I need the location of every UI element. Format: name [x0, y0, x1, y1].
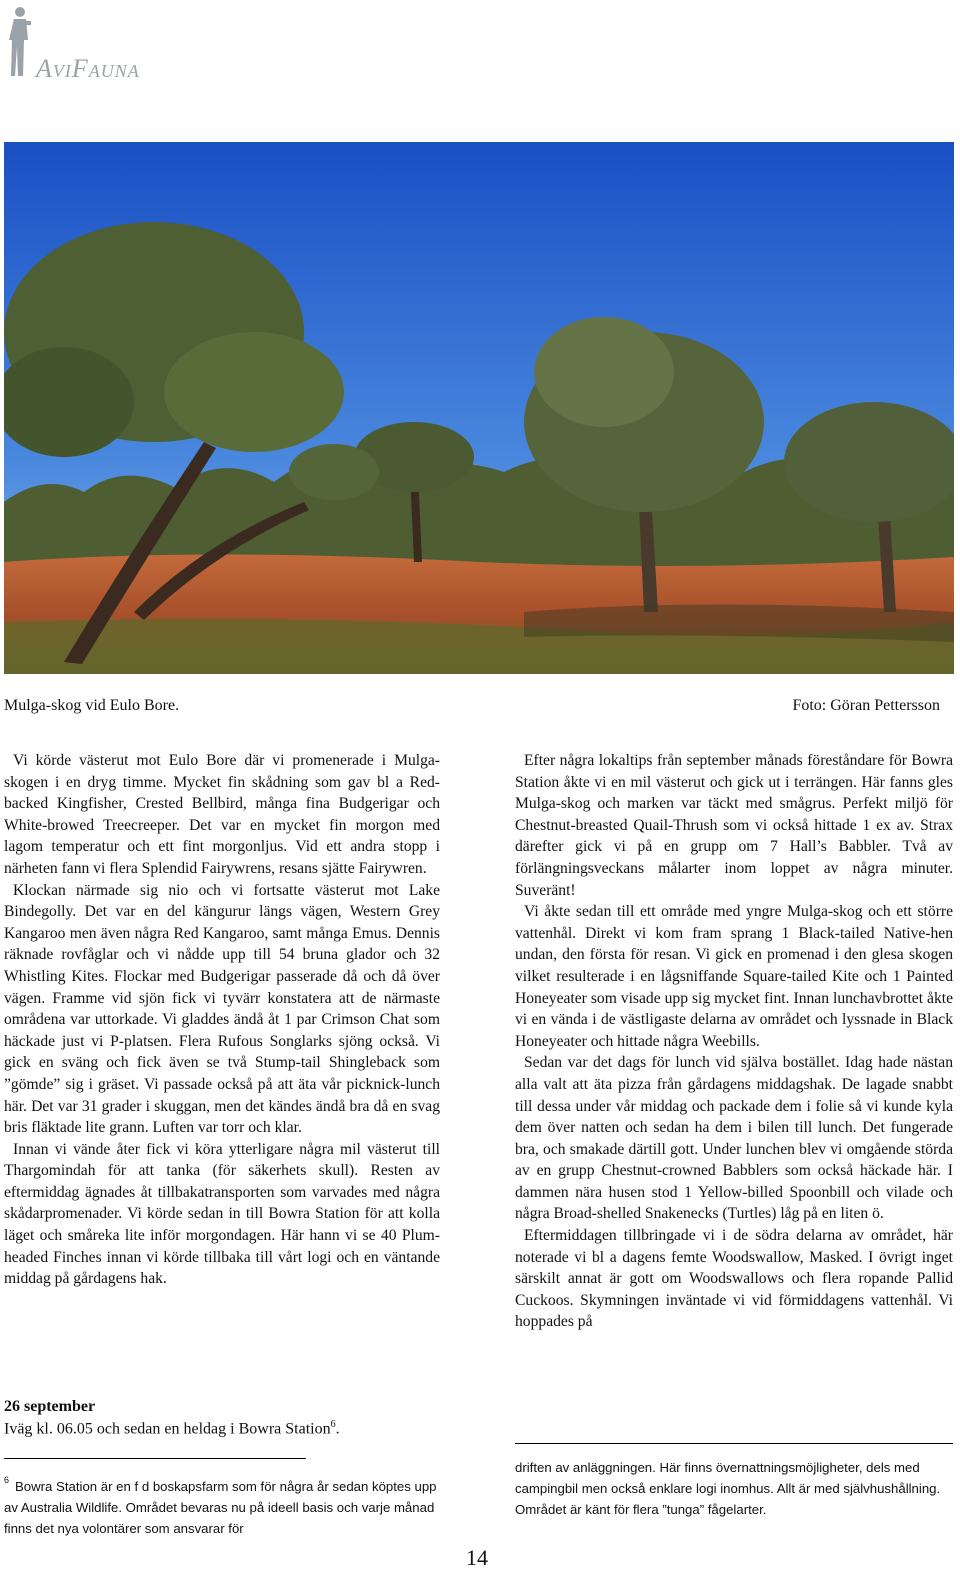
right-column [515, 750, 953, 1333]
photo-caption: Mulga-skog vid Eulo Bore. [4, 697, 180, 714]
left-column [4, 750, 440, 1290]
paragraph: Innan vi vände åter fick vi köra ytterligare några mil västerut till Thargomindah för att tanka (för säkerhets skull). Resten av eftermiddag ägnades åt tillbakatransporten som varvades med några skådarpromenader. Vi körde sedan in till Bowra Station för att kolla läget och småreka lite inför morgondagen. Här hann vi se 40 Plum-headed Finches innan vi körde tillbaka till vårt logi och en väntande middag på gårdagens hak. [4, 1140, 440, 1288]
paragraph: Vi åkte sedan till ett område med yngre Mulga-skog och ett större vattenhål. Direkt vi kom fram sprang 1 Black-tailed Native-hen undan, den första för resan. Vi gick en promenad i den glesa skogen vilket resulterade i en lågsniffande Square-tailed Kite och 1 Painted Honeyeater som visade upp sig mycket fint. Innan lunchavbrottet åkte vi en vända i de västligaste delarna av området och lyssnade in Black Honeyeater och hittade några Weebills. [515, 903, 953, 1050]
footnote-divider [515, 1443, 953, 1444]
photo-credit: Foto: Göran Pettersson [792, 697, 940, 714]
paragraph: Vi körde västerut mot Eulo Bore där vi promenerade i Mulga-skogen i en dryg timme. Mycket fin skådning som gav bl a Red-backed Kingfisher, Crested Bellbird, många fina Budgerigar och White-browed Treecreeper. Det var en mycket fin morgon med lagom temperatur och ett fint morgonljus. Vid ett andra stopp i närheten fann vi flera Splendid Fairywrens, resans sjätte Fairywren. [4, 752, 440, 877]
footnote-text: Bowra Station är en f d boskapsfarm som för några år sedan köptes upp av Australia Wildlife. Området bevaras nu på ideell basis och varje månad finns det nya volontärer som ansvarar för [4, 1479, 437, 1536]
footnote-marker: 6 [4, 1475, 10, 1485]
landscape-image [4, 142, 954, 674]
date-line [4, 1419, 340, 1438]
date-line-end: . [335, 1420, 340, 1438]
footnote [4, 1470, 449, 1539]
date-line-text: Iväg kl. 06.05 och sedan en heldag i Bowra Station [4, 1420, 331, 1438]
footnote-continuation: driften av anläggningen. Här finns övernattningsmöjligheter, dels med campingbil men också enklare logi inomhus. Allt är med självhushållning. Området är känt för flera ”tunga” fågelarter. [515, 1460, 941, 1517]
date-heading: 26 september [4, 1398, 96, 1415]
page-number: 14 [466, 1545, 488, 1570]
birdwatcher-figure-icon [6, 6, 32, 78]
paragraph: Klockan närmade sig nio och vi fortsatte västerut mot Lake Bindegolly. Det var en del kängurur längs vägen, Western Grey Kangaroo men även några Red Kangaroo, samt många Emus. Dennis räknade rovfåglar och vi nådde upp till 54 bruna glador och 32 Whistling Kites. Flockar med Budgerigar passerade då och då över vägen. Framme vid sjön fick vi tyvärr konstatera att de närmaste områdena var uttorkade. Vi gladdes ändå åt 1 par Crimson Chat som häckade just vi P-platsen. Flera Rufous Songlarks sjöng också. Vi gick en sväng och fick även se två Stump-tail Shingleback som ”gömde” sig i gräset. Vi passade också på att äta vår picknick-lunch här. Det var 31 grader i skuggan, men det kändes ändå bra då en svag bris fläktade lite grann. Luften var torr och klar. [4, 881, 440, 1137]
avifauna-logo [4, 4, 184, 83]
paragraph: Sedan var det dags för lunch vid själva bostället. Idag hade nästan alla valt att äta pizza från gårdagens middagshak. De lagade snabbt till dessa under vår middag och packade dem i folie så vi kunde kyla dem över natten och sedan ha dem i bilen till lunch. Det fungerade bra, och smakade därtill gott. Under lunchen blev vi omgående störda av en grupp Chestnut-crowned Babblers som också häckade här. I dammen nära husen stod 1 Yellow-billed Spoonbill och vilade och några Broad-shelled Snakenecks (Turtles) låg på en liten ö. [515, 1054, 953, 1223]
paragraph: Eftermiddagen tillbringade vi i de södra delarna av området, här noterade vi bl a dagens femte Woodswallow, Masked. I övrigt inget särskilt annat är gott om Woodswallows och flera ropande Pallid Cuckoos. Skymningen inväntade vi vid förmiddagens vattenhål. Vi hoppades på [515, 1227, 953, 1331]
logo-text: AviFauna [36, 54, 140, 83]
mulga-forest-photo [4, 142, 954, 674]
paragraph: Efter några lokaltips från september månads föreståndare för Bowra Station åkte vi en mil västerut och gick ut i terrängen. Här fanns gles Mulga-skog och marken var täckt med smågrus. Perfekt miljö för Chestnut-breasted Quail-Thrush som vi också hittade 1 ex av. Strax därefter gick vi på en grupp om 7 Hall’s Babbler. Två av förlängningsveckans målarter inom loppet av några minuter. Suveränt! [515, 752, 953, 899]
footnote-divider [4, 1458, 306, 1459]
footnote-reference: 6 [330, 1419, 336, 1430]
